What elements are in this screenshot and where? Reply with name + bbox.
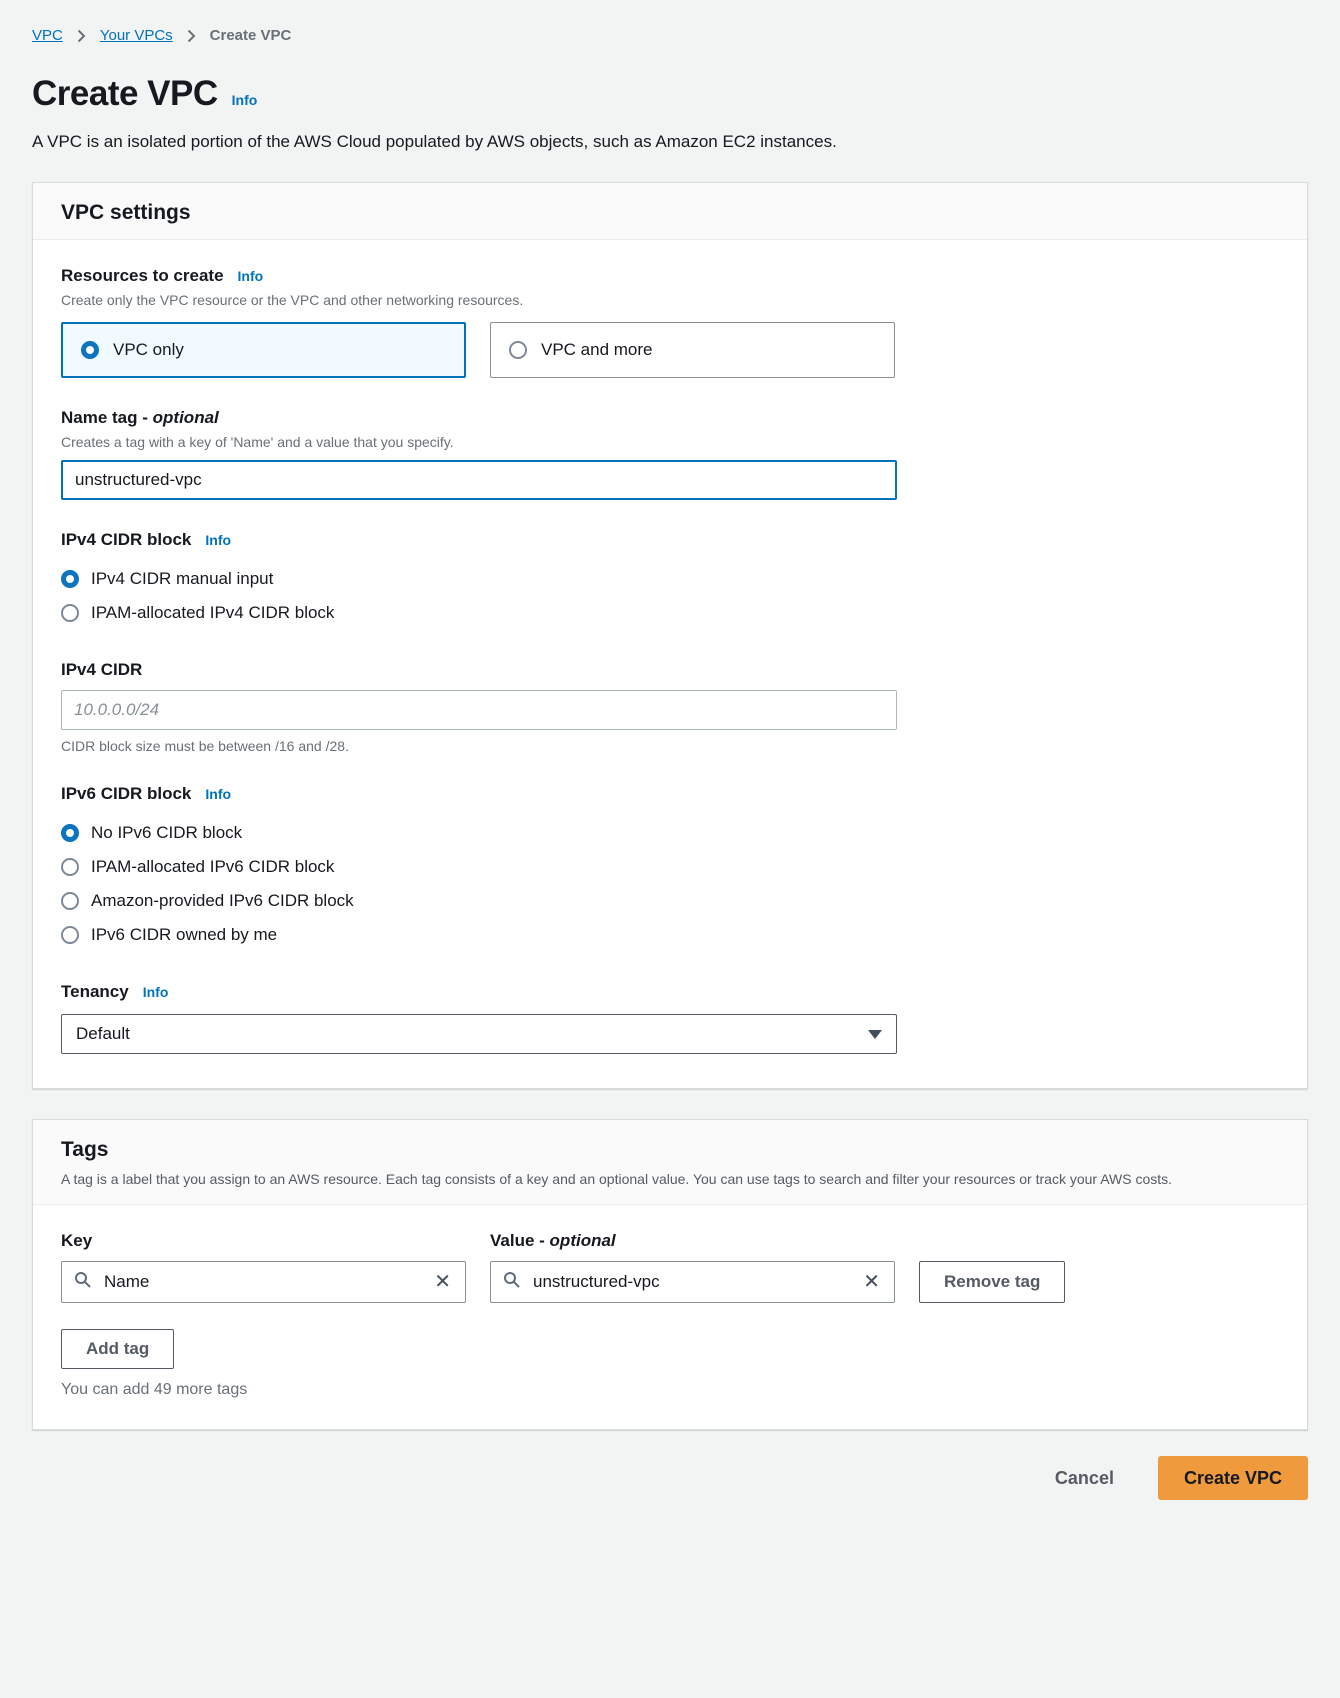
remove-tag-button[interactable]: Remove tag xyxy=(919,1261,1065,1303)
page-title: Create VPC xyxy=(32,74,218,113)
tag-value-field xyxy=(490,1261,895,1303)
no-ipv6-radio[interactable] xyxy=(61,816,1279,850)
ipv4-cidr-input[interactable] xyxy=(61,690,897,730)
tenancy-label: Tenancy xyxy=(61,982,129,1001)
name-tag-description: Creates a tag with a key of 'Name' and a value that you specify. xyxy=(61,434,454,450)
create-vpc-button[interactable]: Create VPC xyxy=(1158,1456,1308,1500)
resources-info-link[interactable]: Info xyxy=(237,268,264,284)
ipv4-cidr-block-label: IPv4 CIDR block xyxy=(61,530,192,549)
tags-description: A tag is a label that you assign to an AWS resource. Each tag consists of a key and an optional value. You can use tags to search and filter your resources or track your AWS costs. xyxy=(61,1171,1173,1187)
vpc-and-more-label: VPC and more xyxy=(541,340,653,359)
chevron-right-icon xyxy=(77,29,86,43)
tags-title: Tags xyxy=(61,1138,109,1161)
ipv4-cidr-block-info-link[interactable]: Info xyxy=(205,532,232,548)
no-ipv6-label: No IPv6 CIDR block xyxy=(91,823,243,842)
tenancy-selected-value: Default xyxy=(76,1024,130,1043)
search-icon xyxy=(503,1271,521,1294)
clear-value-icon[interactable]: ✕ xyxy=(863,1271,880,1294)
name-tag-input[interactable] xyxy=(61,460,897,500)
tag-key-field xyxy=(61,1261,466,1303)
name-tag-label: Name tag - xyxy=(61,408,148,427)
caret-down-icon xyxy=(868,1030,882,1039)
radio-unselected-icon xyxy=(509,341,527,359)
vpc-settings-panel xyxy=(32,182,1308,1089)
ipam-allocated-ipv6-label: IPAM-allocated IPv6 CIDR block xyxy=(91,857,335,876)
vpc-settings-title: VPC settings xyxy=(61,201,191,224)
tenancy-info-link[interactable]: Info xyxy=(142,984,169,1000)
amazon-provided-ipv6-label: Amazon-provided IPv6 CIDR block xyxy=(91,891,354,910)
resources-to-create-group xyxy=(61,266,1279,378)
ipv6-owned-by-me-label: IPv6 CIDR owned by me xyxy=(91,925,278,944)
ipv4-manual-input-label: IPv4 CIDR manual input xyxy=(91,569,274,588)
tag-value-label: Value - xyxy=(490,1231,545,1251)
breadcrumb-vpc-link[interactable]: VPC xyxy=(32,27,63,44)
tags-panel xyxy=(32,1119,1308,1430)
ipv6-cidr-block-label: IPv6 CIDR block xyxy=(61,784,192,803)
vpc-only-label: VPC only xyxy=(113,340,184,359)
ipv6-cidr-block-group xyxy=(61,784,1279,952)
ipam-allocated-ipv6-radio[interactable] xyxy=(61,850,1279,884)
radio-selected-icon xyxy=(81,341,99,359)
cancel-button[interactable]: Cancel xyxy=(1054,1467,1114,1488)
breadcrumb-current: Create VPC xyxy=(209,27,292,44)
breadcrumb-your-vpcs-link[interactable]: Your VPCs xyxy=(99,27,173,44)
ipam-allocated-ipv4-radio[interactable] xyxy=(61,596,1279,630)
tag-key-label: Key xyxy=(61,1231,93,1251)
clear-key-icon[interactable]: ✕ xyxy=(434,1271,451,1294)
tenancy-select[interactable] xyxy=(61,1014,897,1054)
vpc-only-tile[interactable] xyxy=(61,322,466,378)
resources-description: Create only the VPC resource or the VPC and other networking resources. xyxy=(61,292,524,308)
page-description: A VPC is an isolated portion of the AWS Cloud populated by AWS objects, such as Amazon EC2 instances. xyxy=(32,132,837,151)
radio-unselected-icon xyxy=(61,926,79,944)
vpc-and-more-tile[interactable] xyxy=(490,322,895,378)
radio-unselected-icon xyxy=(61,858,79,876)
ipv6-cidr-block-info-link[interactable]: Info xyxy=(205,786,232,802)
radio-selected-icon xyxy=(61,570,79,588)
ipv4-cidr-block-group xyxy=(61,530,1279,630)
amazon-provided-ipv6-radio[interactable] xyxy=(61,884,1279,918)
ipam-allocated-ipv4-label: IPAM-allocated IPv4 CIDR block xyxy=(91,603,335,622)
chevron-right-icon xyxy=(187,29,196,43)
page-info-link[interactable]: Info xyxy=(231,92,258,108)
tag-key-input[interactable] xyxy=(102,1271,422,1293)
name-tag-optional-label: optional xyxy=(152,408,219,427)
add-tag-button[interactable]: Add tag xyxy=(61,1329,174,1369)
ipv4-cidr-hint: CIDR block size must be between /16 and /28. xyxy=(61,738,349,754)
resources-to-create-label: Resources to create xyxy=(61,266,224,285)
radio-unselected-icon xyxy=(61,892,79,910)
ipv4-cidr-label: IPv4 CIDR xyxy=(61,660,143,679)
tags-remaining-text: You can add 49 more tags xyxy=(61,1381,248,1399)
search-icon xyxy=(74,1271,92,1294)
name-tag-group xyxy=(61,408,1279,500)
ipv6-owned-by-me-radio[interactable] xyxy=(61,918,1279,952)
ipv4-cidr-group xyxy=(61,660,1279,754)
tag-value-column xyxy=(490,1231,895,1303)
footer-actions xyxy=(32,1456,1308,1500)
tag-value-optional-label: optional xyxy=(549,1231,616,1251)
breadcrumb xyxy=(32,0,1308,44)
tag-value-input[interactable] xyxy=(531,1271,851,1293)
radio-selected-icon xyxy=(61,824,79,842)
tenancy-group xyxy=(61,982,1279,1054)
ipv4-manual-input-radio[interactable] xyxy=(61,562,1279,596)
radio-unselected-icon xyxy=(61,604,79,622)
tag-key-column xyxy=(61,1231,466,1303)
